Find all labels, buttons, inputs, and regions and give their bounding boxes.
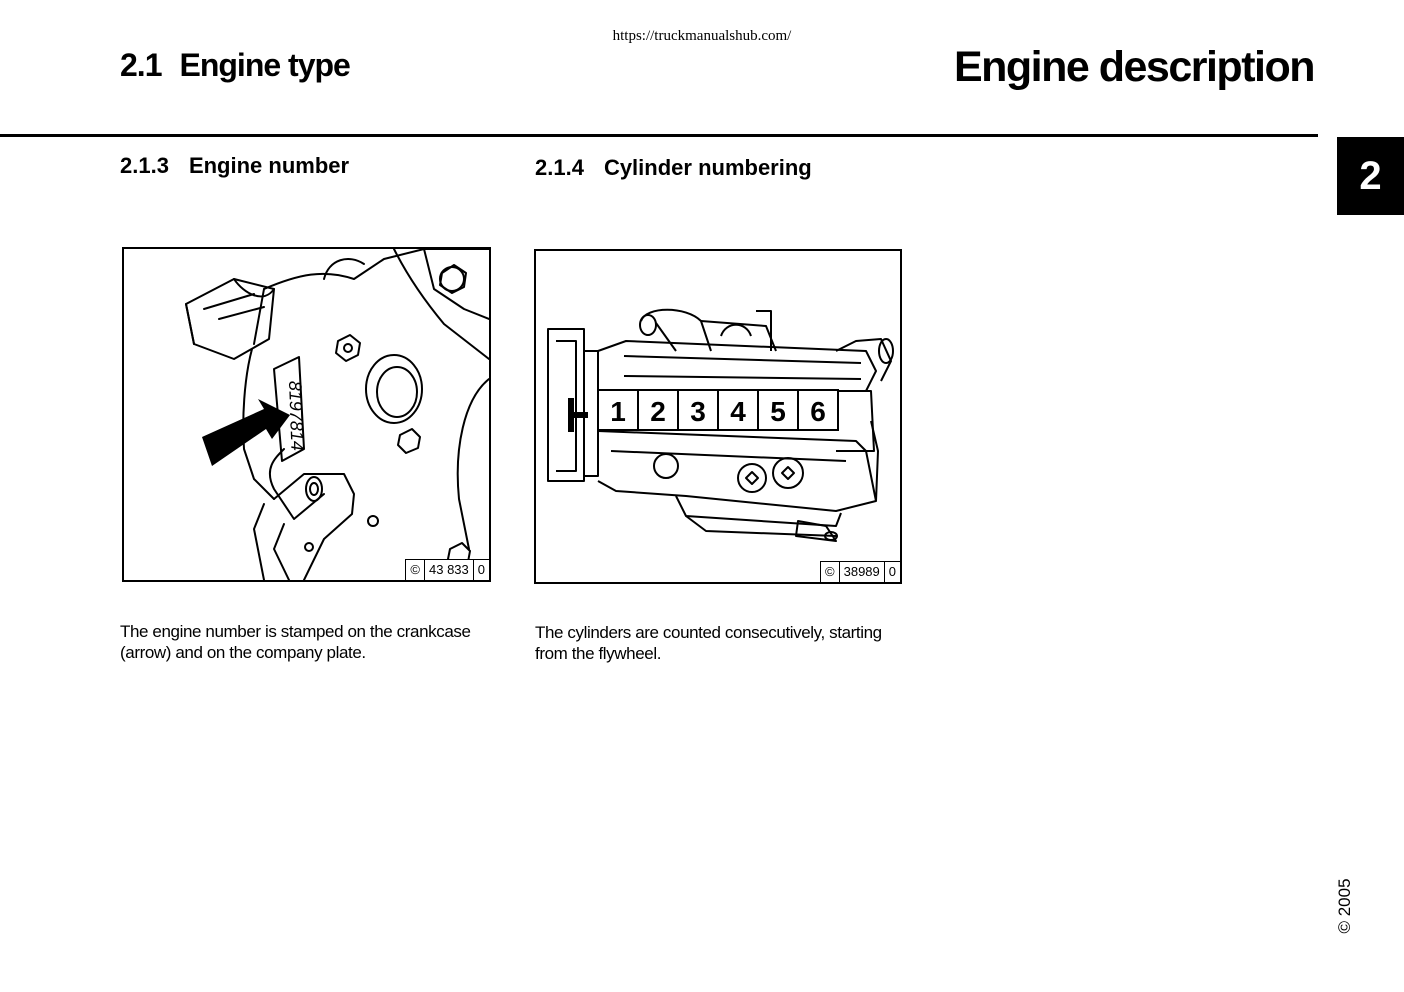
figure-copyright-mark: © (406, 560, 425, 580)
cylinder-numbering-figure (534, 249, 902, 584)
chapter-tab: 2 (1337, 137, 1404, 215)
cylinder-numbering-caption (535, 622, 905, 664)
stamped-engine-number: 8197814 (285, 380, 308, 452)
engine-number-figure (122, 247, 491, 582)
copyright-notice (1330, 876, 1360, 936)
figure-revision: 0 (477, 562, 485, 577)
caption-line: The cylinders are counted consecutively, starting (535, 623, 882, 642)
figure-number: 38989 (840, 562, 885, 582)
section-number: 2.1 (120, 47, 162, 83)
source-url: https://truckmanualshub.com/ (612, 28, 792, 44)
figure-number: 43 833 (425, 560, 474, 580)
caption-line: The engine number is stamped on the crankcase (120, 622, 471, 641)
figure-id-box (820, 561, 900, 582)
engine-number-caption (120, 621, 490, 663)
chapter-title: Engine description (953, 43, 1314, 91)
cylinder-4-label: 4 (730, 396, 746, 427)
cylinder-numbering-section-number: 2.1.4 (535, 155, 584, 180)
cylinder-numbering-title: Cylinder numbering (603, 155, 812, 180)
engine-side-illustration (536, 251, 900, 582)
header-rule (0, 134, 1318, 137)
figure-copyright-mark: © (821, 562, 840, 582)
section-title: Engine type (179, 47, 350, 83)
section-heading (120, 47, 350, 84)
figure-revision: 0 (888, 564, 896, 579)
cylinder-numbering-heading (535, 155, 812, 181)
copyright-text: © 2005 (1335, 878, 1354, 934)
caption-line: (arrow) and on the company plate. (120, 643, 366, 662)
engine-number-section-number: 2.1.3 (120, 153, 169, 178)
cylinder-5-label: 5 (770, 396, 786, 427)
cylinder-1-label: 1 (610, 396, 626, 427)
cylinder-3-label: 3 (690, 396, 706, 427)
engine-number-title: Engine number (188, 153, 350, 178)
figure-id-box (405, 559, 489, 580)
cylinder-6-label: 6 (810, 396, 826, 427)
engine-number-heading (120, 153, 349, 179)
engine-crankcase-illustration (124, 249, 489, 580)
cylinder-number-boxes (598, 390, 838, 430)
cylinder-2-label: 2 (650, 396, 666, 427)
flywheel-mark-bar (568, 412, 588, 418)
caption-line: from the flywheel. (535, 644, 662, 663)
